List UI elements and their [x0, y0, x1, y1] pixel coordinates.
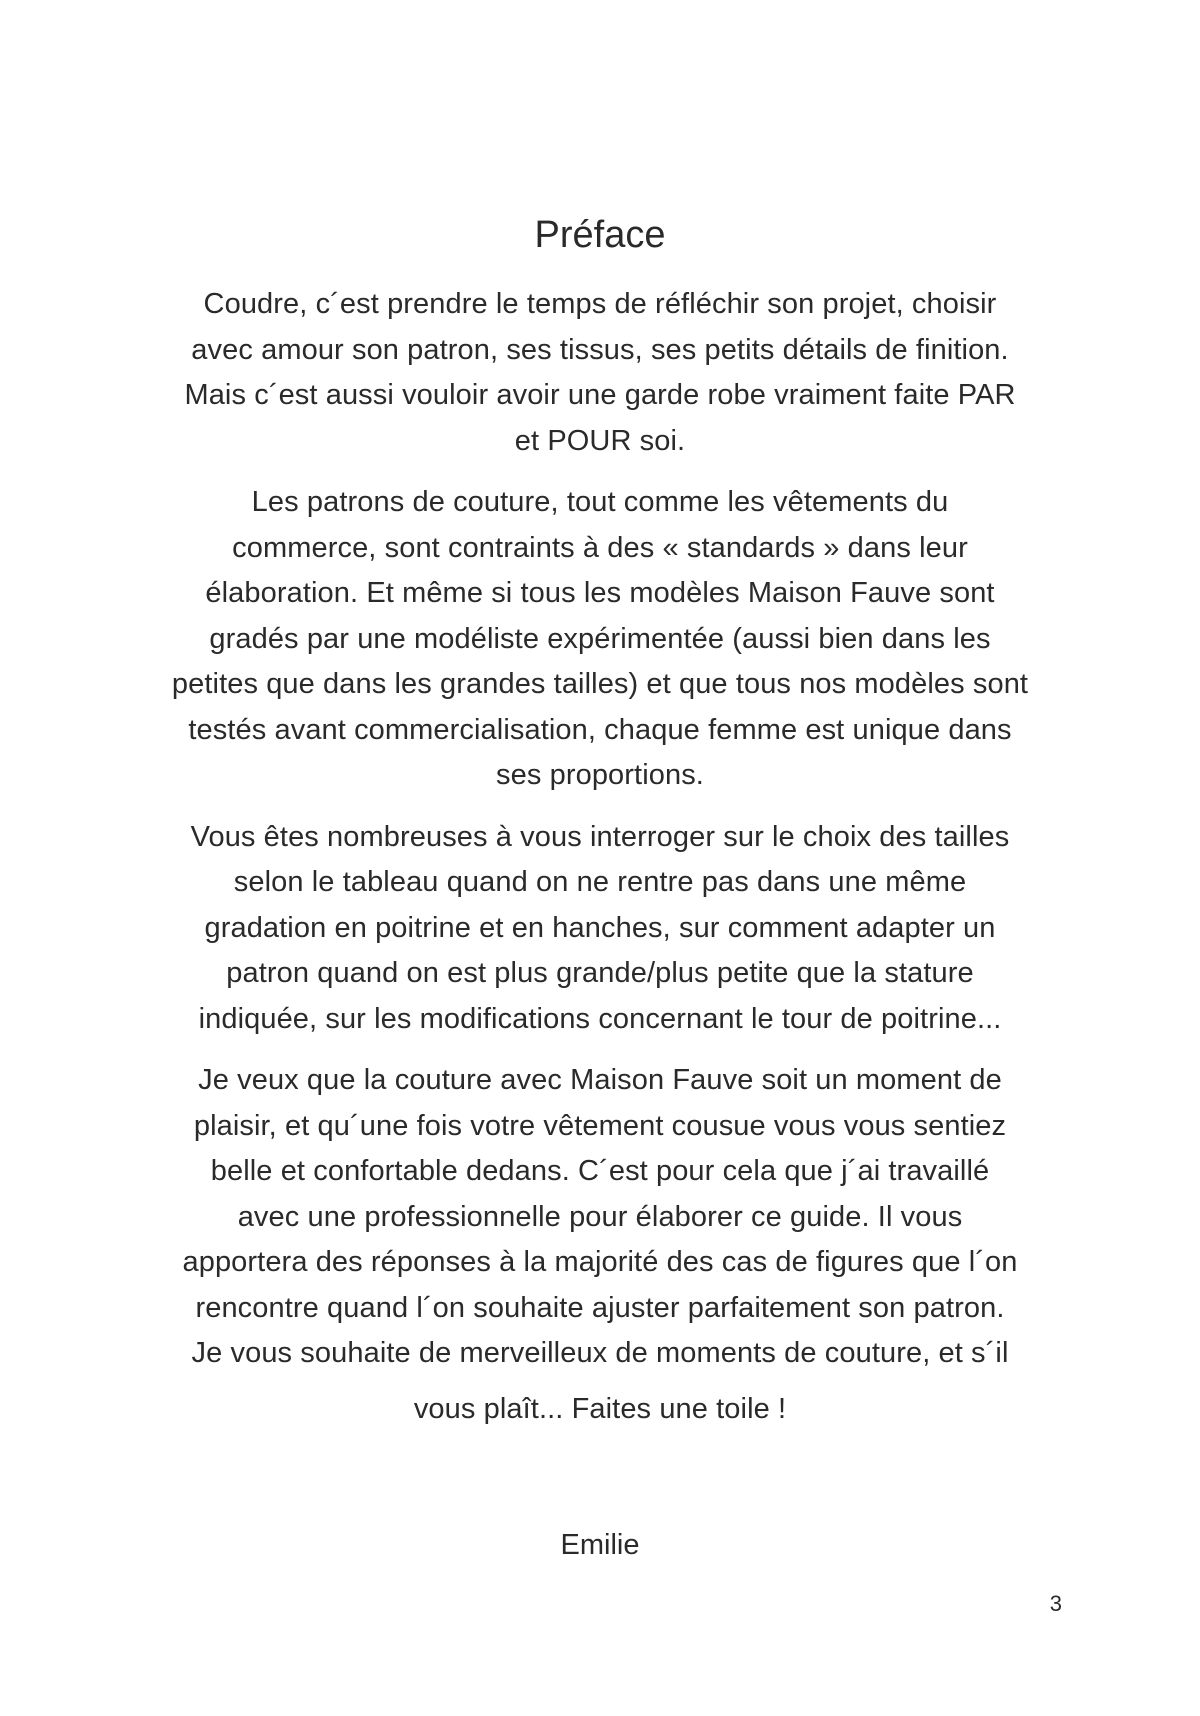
text-line: Vous êtes nombreuses à vous interroger sur le choix des tailles: [190, 820, 1010, 853]
preface-body: [120, 282, 1080, 1448]
signature: Emilie: [560, 1529, 640, 1561]
text-line: plaisir, et qu´une fois votre vêtement cousue vous vous sentiez: [193, 1109, 1007, 1142]
text-line: petites que dans les grandes tailles) et que tous nos modèles sont: [171, 668, 1029, 700]
text-line: Je veux que la couture avec Maison Fauve soit un moment de: [198, 1064, 1002, 1096]
page-number: 3: [1049, 1591, 1062, 1616]
text-line: selon le tableau quand on ne rentre pas dans une même: [233, 866, 967, 898]
text-line: rencontre quand l´on souhaite ajuster parfaitement son patron.: [195, 1291, 1005, 1324]
text-line: Coudre, c´est prendre le temps de réfléchir son projet, choisir: [203, 288, 997, 320]
text-line: gradation en poitrine et en hanches, sur comment adapter un: [204, 911, 996, 944]
text-line: Je vous souhaite de merveilleux de moments de couture, et s´il: [191, 1337, 1009, 1369]
text-line: gradés par une modéliste expérimentée (aussi bien dans les: [209, 622, 991, 655]
page-title: Préface: [534, 214, 666, 256]
paragraph-2: [120, 480, 1080, 799]
text-line: apportera des réponses à la majorité des cas de figures que l´on: [182, 1246, 1018, 1278]
text-line: patron quand on est plus grande/plus petite que la stature: [226, 957, 974, 989]
text-line: testés avant commercialisation, chaque femme est unique dans: [188, 713, 1012, 746]
text-line: Mais c´est aussi vouloir avoir une garde robe vraiment faite PAR: [184, 379, 1016, 411]
text-line: vous plaît... Faites une toile !: [413, 1392, 787, 1425]
paragraph-3: [120, 815, 1080, 1043]
text-line: avec amour son patron, ses tissus, ses petits détails de finition.: [191, 333, 1009, 366]
text-line: élaboration. Et même si tous les modèles Maison Fauve sont: [205, 577, 995, 609]
text-line: commerce, sont contraints à des « standards » dans leur: [232, 531, 968, 564]
text-line: et POUR soi.: [514, 424, 686, 457]
text-line: avec une professionnelle pour élaborer ce guide. Il vous: [237, 1200, 963, 1233]
text-line: Les patrons de couture, tout comme les vêtements du: [251, 486, 949, 518]
paragraph-1: [120, 282, 1080, 464]
text-line: ses proportions.: [496, 759, 704, 791]
text-line: indiquée, sur les modifications concernant le tour de poitrine...: [198, 1002, 1002, 1035]
text-line: belle et confortable dedans. C´est pour cela que j´ai travaillé: [210, 1155, 990, 1187]
paragraph-4: [120, 1058, 1080, 1432]
